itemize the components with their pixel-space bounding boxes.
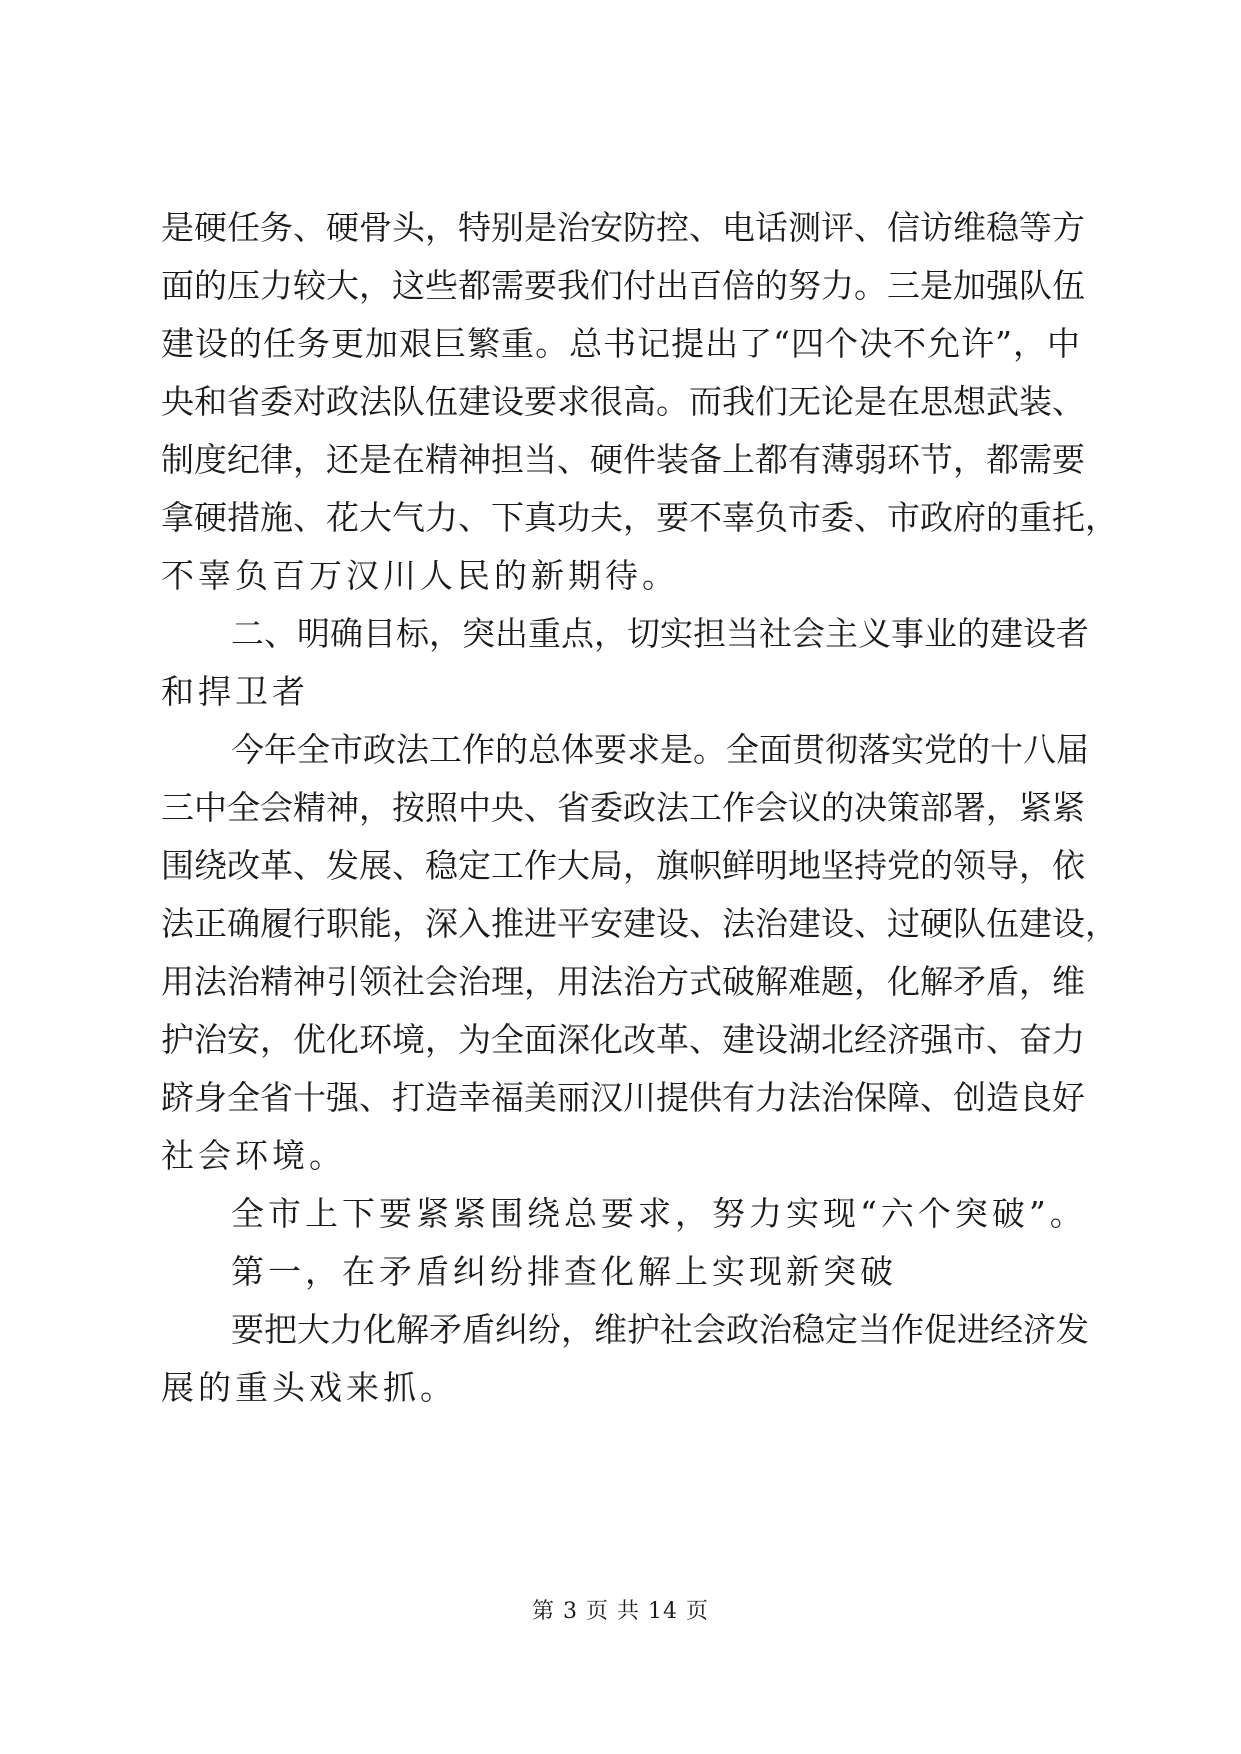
paragraph-line: 今年全市政法工作的总体要求是。全面贯彻落实党的十八届 [231,730,1089,769]
section-heading-line: 和捍卫者 [161,672,309,711]
paragraph-line: 跻身全省十强、打造幸福美丽汉川提供有力法治保障、创造良好 [161,1078,1085,1117]
subsection-heading-line: 第一，在矛盾纠纷排查化解上实现新突破 [231,1252,897,1291]
section-heading-line: 二、明确目标，突出重点，切实担当社会主义事业的建设者 [231,614,1089,653]
paragraph-line: 社会环境。 [161,1136,346,1175]
paragraph-line: 面的压力较大，这些都需要我们付出百倍的努力。三是加强队伍 [161,266,1085,305]
paragraph-line: 三中全会精神，按照中央、省委政法工作会议的决策部署，紧紧 [161,788,1085,827]
paragraph-line: 要把大力化解矛盾纠纷，维护社会政治稳定当作促进经济发 [231,1310,1089,1349]
paragraph-line: 法正确履行职能，深入推进平安建设、法治建设、过硬队伍建设， [161,904,1118,943]
paragraph-line: 制度纪律，还是在精神担当、硬件装备上都有薄弱环节，都需要 [161,440,1085,479]
paragraph-line: 围绕改革、发展、稳定工作大局，旗帜鲜明地坚持党的领导，依 [161,846,1085,885]
paragraph-line: 建设的任务更加艰巨繁重。总书记提出了“四个决不允许”，中 [161,324,1080,363]
paragraph-line: 全市上下要紧紧围绕总要求，努力实现“六个突破”。 [231,1194,1087,1233]
page-number-footer: 第 3 页 共 14 页 [532,1599,709,1624]
paragraph-line: 护治安，优化环境，为全面深化改革、建设湖北经济强市、奋力 [161,1020,1085,1059]
paragraph-line: 央和省委对政法队伍建设要求很高。而我们无论是在思想武装、 [161,382,1085,421]
paragraph-line: 不辜负百万汉川人民的新期待。 [161,556,679,595]
paragraph-line: 展的重头戏来抓。 [161,1368,457,1407]
paragraph-line: 拿硬措施、花大气力、下真功夫，要不辜负市委、市政府的重托， [161,498,1118,537]
paragraph-line: 用法治精神引领社会治理，用法治方式破解难题，化解矛盾，维 [161,962,1085,1001]
paragraph-line: 是硬任务、硬骨头，特别是治安防控、电话测评、信访维稳等方 [161,208,1085,247]
